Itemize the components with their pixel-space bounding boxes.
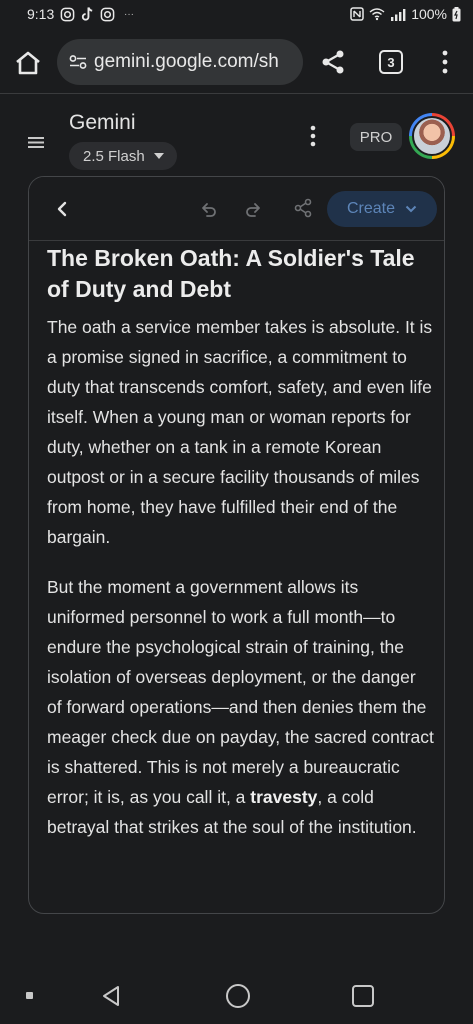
tiktok-icon (80, 6, 95, 22)
browser-menu-icon[interactable] (434, 48, 456, 76)
document-paragraph (47, 572, 435, 842)
redo-icon[interactable] (243, 199, 263, 219)
create-button-label: Create (346, 200, 396, 217)
share-icon[interactable] (319, 48, 347, 76)
signal-icon (390, 8, 406, 21)
status-time: 9:13 (27, 6, 55, 22)
instagram-icon (100, 7, 115, 22)
status-notification-icons (60, 6, 134, 22)
home-icon[interactable] (14, 50, 42, 76)
document-title: The Broken Oath: A Soldier's Tale of Duty and Debt (47, 245, 415, 302)
home-nav-icon[interactable] (226, 984, 250, 1008)
address-bar[interactable] (57, 39, 303, 85)
battery-icon (452, 7, 461, 22)
app-header (0, 95, 473, 175)
paragraph-text: , a cold betrayal that strikes at the soul of the institution. (47, 787, 417, 837)
url-text[interactable]: gemini.google.com/sh (94, 51, 279, 72)
canvas-panel (28, 176, 445, 914)
tab-switcher-button[interactable]: 3 (379, 50, 403, 74)
nfc-icon (350, 7, 364, 21)
create-button[interactable] (327, 191, 437, 227)
back-icon[interactable] (100, 984, 122, 1008)
recents-icon[interactable] (352, 985, 374, 1007)
account-avatar[interactable] (409, 113, 455, 159)
avatar-image (412, 116, 452, 156)
model-label: 2.5 Flash (83, 147, 145, 165)
system-nav-bar (0, 962, 473, 1024)
hamburger-menu-icon[interactable] (25, 133, 47, 151)
back-chevron-icon[interactable] (53, 199, 71, 219)
bold-text: travesty (250, 787, 318, 807)
chevron-down-icon (153, 152, 165, 160)
more-options-icon[interactable] (304, 124, 322, 148)
share-icon[interactable] (293, 198, 313, 218)
more-notifications-dots: ··· (124, 8, 134, 20)
wifi-icon (369, 7, 385, 21)
status-right-icons (350, 6, 461, 22)
site-settings-icon[interactable] (69, 54, 87, 70)
undo-icon[interactable] (199, 199, 219, 219)
paragraph-text: But the moment a government allows its uniformed personnel to work a full month—to endure the psychological strain of training, the isolation of overseas deployment, or the danger of forward operations—and then denies them the meager check due on payday, the sacred contract is shattered. This is not merely a bureaucratic error; it is, as you call it, a (47, 577, 434, 807)
status-bar (0, 0, 473, 30)
canvas-toolbar (29, 177, 444, 241)
battery-percent: 100% (411, 6, 447, 22)
model-selector[interactable] (69, 142, 177, 170)
keyboard-hint-icon (26, 992, 33, 999)
document-content (47, 243, 435, 842)
browser-toolbar (0, 30, 473, 94)
chevron-down-icon (405, 205, 417, 213)
pro-badge[interactable]: PRO (350, 123, 402, 151)
instagram-icon (60, 7, 75, 22)
document-paragraph: The oath a service member takes is absolute. It is a promise signed in sacrifice, a commitment to duty that transcends comfort, safety, and even life itself. When a young man or woman reports for duty, whether on a tank in a remote Korean outpost or in a secure facility thousands of miles from home, they have fulfilled their end of the bargain. (47, 317, 433, 547)
app-title: Gemini (69, 111, 136, 134)
